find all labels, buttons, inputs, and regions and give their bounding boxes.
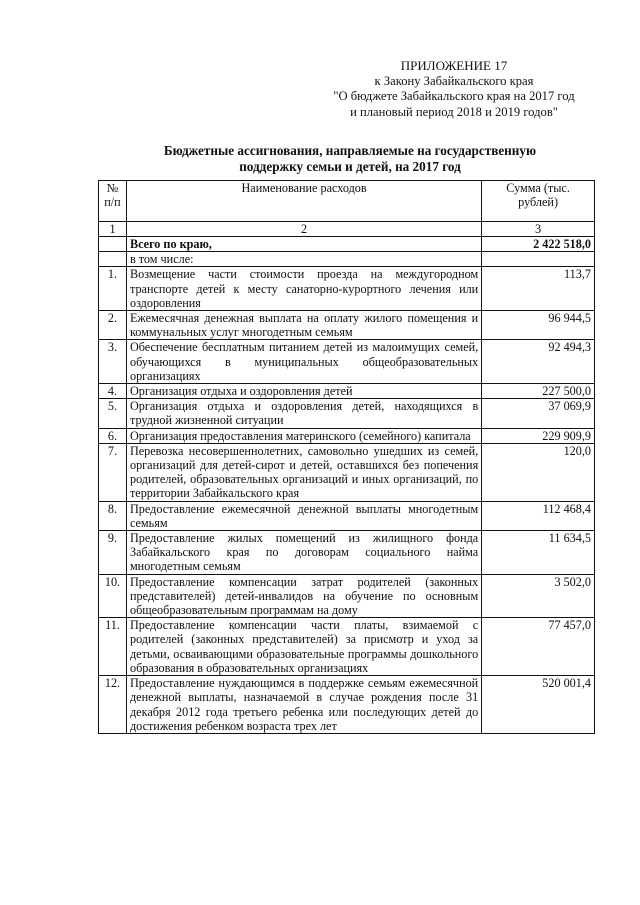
total-row: [99, 237, 595, 252]
including-row: [99, 252, 595, 267]
total-amount: 2 422 518,0: [482, 237, 595, 252]
row-number: 3.: [99, 340, 127, 384]
budget-table: [98, 180, 595, 734]
appendix-line-3: и плановый период 2018 и 2019 годов": [350, 104, 558, 119]
row-description: Предоставление жилых помещений из жилищного фонда Забайкальского края по договорам социального найма многодетным семьям: [126, 531, 481, 575]
row-amount: 520 001,4: [482, 676, 595, 734]
including-number-cell: [99, 252, 127, 267]
row-description: Ежемесячная денежная выплата на оплату жилого помещения и коммунальных услуг многодетным семьям: [126, 311, 481, 340]
row-description: Предоставление нуждающимся в поддержке семьям ежемесячной денежной выплаты, назначаемой в случае рождения после 31 декабря 2012 года третьего ребенка или последующих детей до достижения ребенком возраста трех лет: [126, 676, 481, 734]
table-row: [99, 574, 595, 618]
row-amount: 112 468,4: [482, 501, 595, 530]
row-number: 4.: [99, 384, 127, 399]
appendix-number: ПРИЛОЖЕНИЕ 17: [400, 58, 508, 73]
row-amount: 113,7: [482, 267, 595, 311]
including-label: в том числе:: [126, 252, 481, 267]
header-number: № п/п: [99, 181, 127, 222]
row-number: 1.: [99, 267, 127, 311]
table-row: [99, 618, 595, 676]
row-number: 2.: [99, 311, 127, 340]
row-description: Организация отдыха и оздоровления детей, находящихся в трудной жизненной ситуации: [126, 399, 481, 428]
row-number: 11.: [99, 618, 127, 676]
row-amount: 77 457,0: [482, 618, 595, 676]
appendix-line-2: "О бюджете Забайкальского края на 2017 год: [333, 89, 575, 103]
row-description: Предоставление компенсации части платы, взимаемой с родителей (законных представителей) за присмотр и уход за детьми, осваивающими образовательные программы дошкольного образования в образовательных организациях: [126, 618, 481, 676]
table-row: [99, 428, 595, 443]
title-line-1: Бюджетные ассигнования, направляемые на государственную: [163, 143, 537, 158]
row-number: 7.: [99, 443, 127, 501]
header-amount: Сумма (тыс. рублей): [482, 181, 595, 222]
row-number: 5.: [99, 399, 127, 428]
row-description: Организация отдыха и оздоровления детей: [126, 384, 481, 399]
row-number: 8.: [99, 501, 127, 530]
table-row: [99, 676, 595, 734]
table-row: [99, 267, 595, 311]
column-number-2: 2: [126, 222, 481, 237]
row-amount: 11 634,5: [482, 531, 595, 575]
including-amount-cell: [482, 252, 595, 267]
table-row: [99, 399, 595, 428]
row-amount: 92 494,3: [482, 340, 595, 384]
row-number: 10.: [99, 574, 127, 618]
total-number-cell: [99, 237, 127, 252]
table-row: [99, 384, 595, 399]
appendix-line-1: к Закону Забайкальского края: [374, 73, 534, 88]
row-number: 12.: [99, 676, 127, 734]
appendix-header: [324, 58, 584, 120]
row-number: 6.: [99, 428, 127, 443]
row-description: Предоставление ежемесячной денежной выплаты многодетным семьям: [126, 501, 481, 530]
table-row: [99, 501, 595, 530]
column-numbers-row: [99, 222, 595, 237]
table-header-row: [99, 181, 595, 222]
title-line-2: поддержку семьи и детей, на 2017 год: [239, 159, 461, 174]
total-label: Всего по краю,: [126, 237, 481, 252]
row-amount: 227 500,0: [482, 384, 595, 399]
table-row: [99, 443, 595, 501]
row-description: Предоставление компенсации затрат родителей (законных представителей) детей-инвалидов на обучение по основным общеобразовательным программам на дому: [126, 574, 481, 618]
header-name: Наименование расходов: [126, 181, 481, 222]
row-amount: 3 502,0: [482, 574, 595, 618]
row-description: Организация предоставления материнского (семейного) капитала: [126, 428, 481, 443]
row-amount: 229 909,9: [482, 428, 595, 443]
table-row: [99, 531, 595, 575]
row-amount: 120,0: [482, 443, 595, 501]
row-description: Обеспечение бесплатным питанием детей из малоимущих семей, обучающихся в муниципальных общеобразовательных организациях: [126, 340, 481, 384]
row-amount: 37 069,9: [482, 399, 595, 428]
document-title: [120, 143, 580, 175]
row-description: Перевозка несовершеннолетних, самовольно ушедших из семей, организаций для детей-сирот и детей, оставшихся без попечения родителей, образовательных организаций и иных организаций, по территории Забайкальского края: [126, 443, 481, 501]
column-number-1: 1: [99, 222, 127, 237]
row-description: Возмещение части стоимости проезда на междугородном транспорте детей к месту санаторно-курортного лечения или оздоровления: [126, 267, 481, 311]
row-number: 9.: [99, 531, 127, 575]
column-number-3: 3: [482, 222, 595, 237]
row-amount: 96 944,5: [482, 311, 595, 340]
table-row: [99, 340, 595, 384]
table-row: [99, 311, 595, 340]
